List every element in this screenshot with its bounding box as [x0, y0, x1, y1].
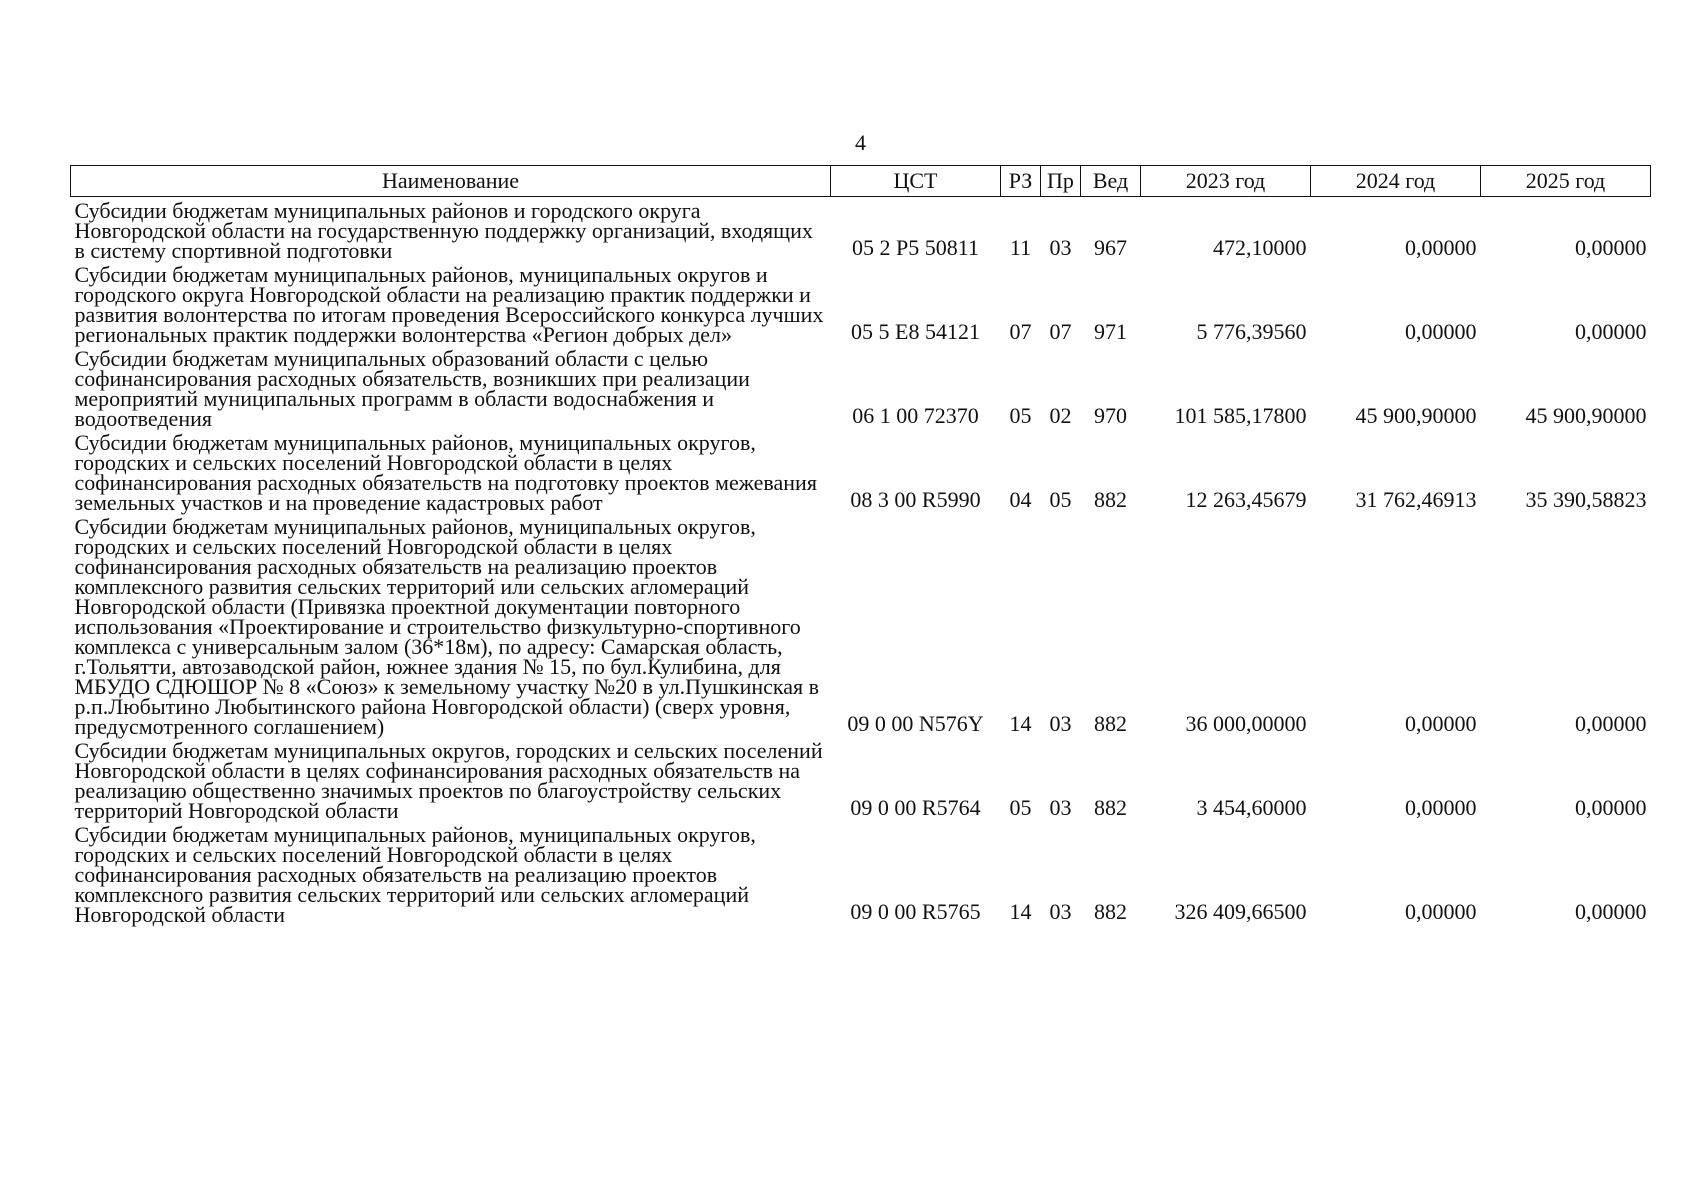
row-pr: 03 — [1049, 899, 1072, 924]
row-name: Субсидии бюджетам муниципальных районов и городского округа Новгородской области на государственную поддержку организаций, входящих в систему спортивной подготовки — [74, 198, 813, 263]
row-rz: 11 — [1009, 235, 1032, 260]
row-cst: 09 0 00 R5764 — [850, 795, 981, 820]
table-row — [71, 821, 1651, 925]
row-2025: 0,00000 — [1575, 795, 1647, 820]
row-2025: 35 390,58823 — [1525, 487, 1647, 512]
row-ved: 882 — [1094, 711, 1127, 736]
row-pr: 02 — [1049, 403, 1072, 428]
row-ved: 971 — [1094, 319, 1127, 344]
row-ved: 970 — [1094, 403, 1127, 428]
row-rz: 14 — [1009, 899, 1032, 924]
row-pr: 03 — [1049, 711, 1072, 736]
page-number: 4 — [855, 130, 866, 155]
row-2023: 3 454,60000 — [1196, 795, 1307, 820]
header-cst: ЦСТ — [831, 166, 1001, 197]
row-pr: 05 — [1049, 487, 1072, 512]
row-ved: 967 — [1094, 235, 1127, 260]
row-2025: 0,00000 — [1575, 319, 1647, 344]
row-cst: 09 0 00 N576Y — [847, 711, 984, 736]
row-2024: 31 762,46913 — [1355, 487, 1477, 512]
table-row — [71, 261, 1651, 345]
row-2023: 101 585,17800 — [1174, 403, 1307, 428]
header-rz: РЗ — [1001, 166, 1041, 197]
table-row — [71, 345, 1651, 429]
row-2023: 36 000,00000 — [1185, 711, 1307, 736]
row-2023: 12 263,45679 — [1185, 487, 1307, 512]
row-name: Субсидии бюджетам муниципальных образований области с целью софинансирования расходных обязательств, возникших при реализации мероприятий муниципальных программ в области водоснабжения и водоотведения — [74, 346, 750, 431]
header-2025: 2025 год — [1481, 166, 1651, 197]
row-ved: 882 — [1094, 795, 1127, 820]
row-2023: 5 776,39560 — [1196, 319, 1307, 344]
row-2025: 0,00000 — [1575, 711, 1647, 736]
row-2023: 472,10000 — [1213, 235, 1307, 260]
row-2024: 0,00000 — [1405, 795, 1477, 820]
row-rz: 05 — [1009, 795, 1032, 820]
row-2024: 45 900,90000 — [1355, 403, 1477, 428]
header-pr: Пр — [1041, 166, 1081, 197]
row-2024: 0,00000 — [1405, 235, 1477, 260]
row-ved: 882 — [1094, 487, 1127, 512]
row-name: Субсидии бюджетам муниципальных районов, муниципальных округов, городских и сельских поселений Новгородской области в целях софинансирования расходных обязательств на реализацию проектов комплексного развития сельских территорий или сельских агломераций Новгородской области (Привязка проектной документации повторного использования «Проектирование и строительство физкультурно-спортивного комплекса с универсальным залом (36*18м), по адресу: Самарская область, г.Тольятти, автозаводской район, южнее здания № 15, по бул.Кулибина, для МБУДО СДЮШОР № 8 «Союз» к земельному участку №20 в ул.Пушкинская в р.п.Любытино Любытинского района Новгородской области) (сверх уровня, предусмотренного соглашением) — [74, 514, 820, 739]
budget-table — [70, 165, 1651, 925]
row-name: Субсидии бюджетам муниципальных районов, муниципальных округов и городского округа Новгородской области на реализацию практик поддержки и развития волонтерства по итогам проведения Всероссийского конкурса лучших региональных практик поддержки волонтерства «Регион добрых дел» — [74, 262, 824, 347]
row-cst: 05 2 P5 50811 — [852, 235, 979, 260]
row-rz: 04 — [1009, 487, 1032, 512]
row-2024: 0,00000 — [1405, 319, 1477, 344]
row-rz: 14 — [1009, 711, 1032, 736]
row-name: Субсидии бюджетам муниципальных округов, городских и сельских поселений Новгородской области в целях софинансирования расходных обязательств на реализацию общественно значимых проектов по благоустройству сельских территорий Новгородской области — [74, 738, 823, 823]
row-2024: 0,00000 — [1405, 899, 1477, 924]
row-pr: 03 — [1049, 235, 1072, 260]
row-2025: 0,00000 — [1575, 899, 1647, 924]
row-name: Субсидии бюджетам муниципальных районов, муниципальных округов, городских и сельских поселений Новгородской области в целях софинансирования расходных обязательств на подготовку проектов межевания земельных участков и на проведение кадастровых работ — [74, 430, 817, 515]
table-row — [71, 429, 1651, 513]
table-row — [71, 197, 1651, 262]
row-rz: 05 — [1009, 403, 1032, 428]
row-pr: 03 — [1049, 795, 1072, 820]
header-name: Наименование — [71, 166, 831, 197]
table-row — [71, 513, 1651, 737]
header-ved: Вед — [1081, 166, 1141, 197]
row-2024: 0,00000 — [1405, 711, 1477, 736]
row-cst: 06 1 00 72370 — [852, 403, 979, 428]
row-2025: 45 900,90000 — [1525, 403, 1647, 428]
header-2023: 2023 год — [1141, 166, 1311, 197]
table-row — [71, 737, 1651, 821]
row-pr: 07 — [1049, 319, 1072, 344]
row-cst: 09 0 00 R5765 — [850, 899, 981, 924]
row-ved: 882 — [1094, 899, 1127, 924]
header-2024: 2024 год — [1311, 166, 1481, 197]
row-2023: 326 409,66500 — [1174, 899, 1307, 924]
row-cst: 08 3 00 R5990 — [850, 487, 981, 512]
row-cst: 05 5 E8 54121 — [851, 319, 980, 344]
row-name: Субсидии бюджетам муниципальных районов, муниципальных округов, городских и сельских поселений Новгородской области в целях софинансирования расходных обязательств на реализацию проектов комплексного развития сельских территорий или сельских агломераций Новгородской области — [74, 822, 756, 927]
table-header-row — [71, 166, 1651, 197]
row-2025: 0,00000 — [1575, 235, 1647, 260]
row-rz: 07 — [1009, 319, 1032, 344]
